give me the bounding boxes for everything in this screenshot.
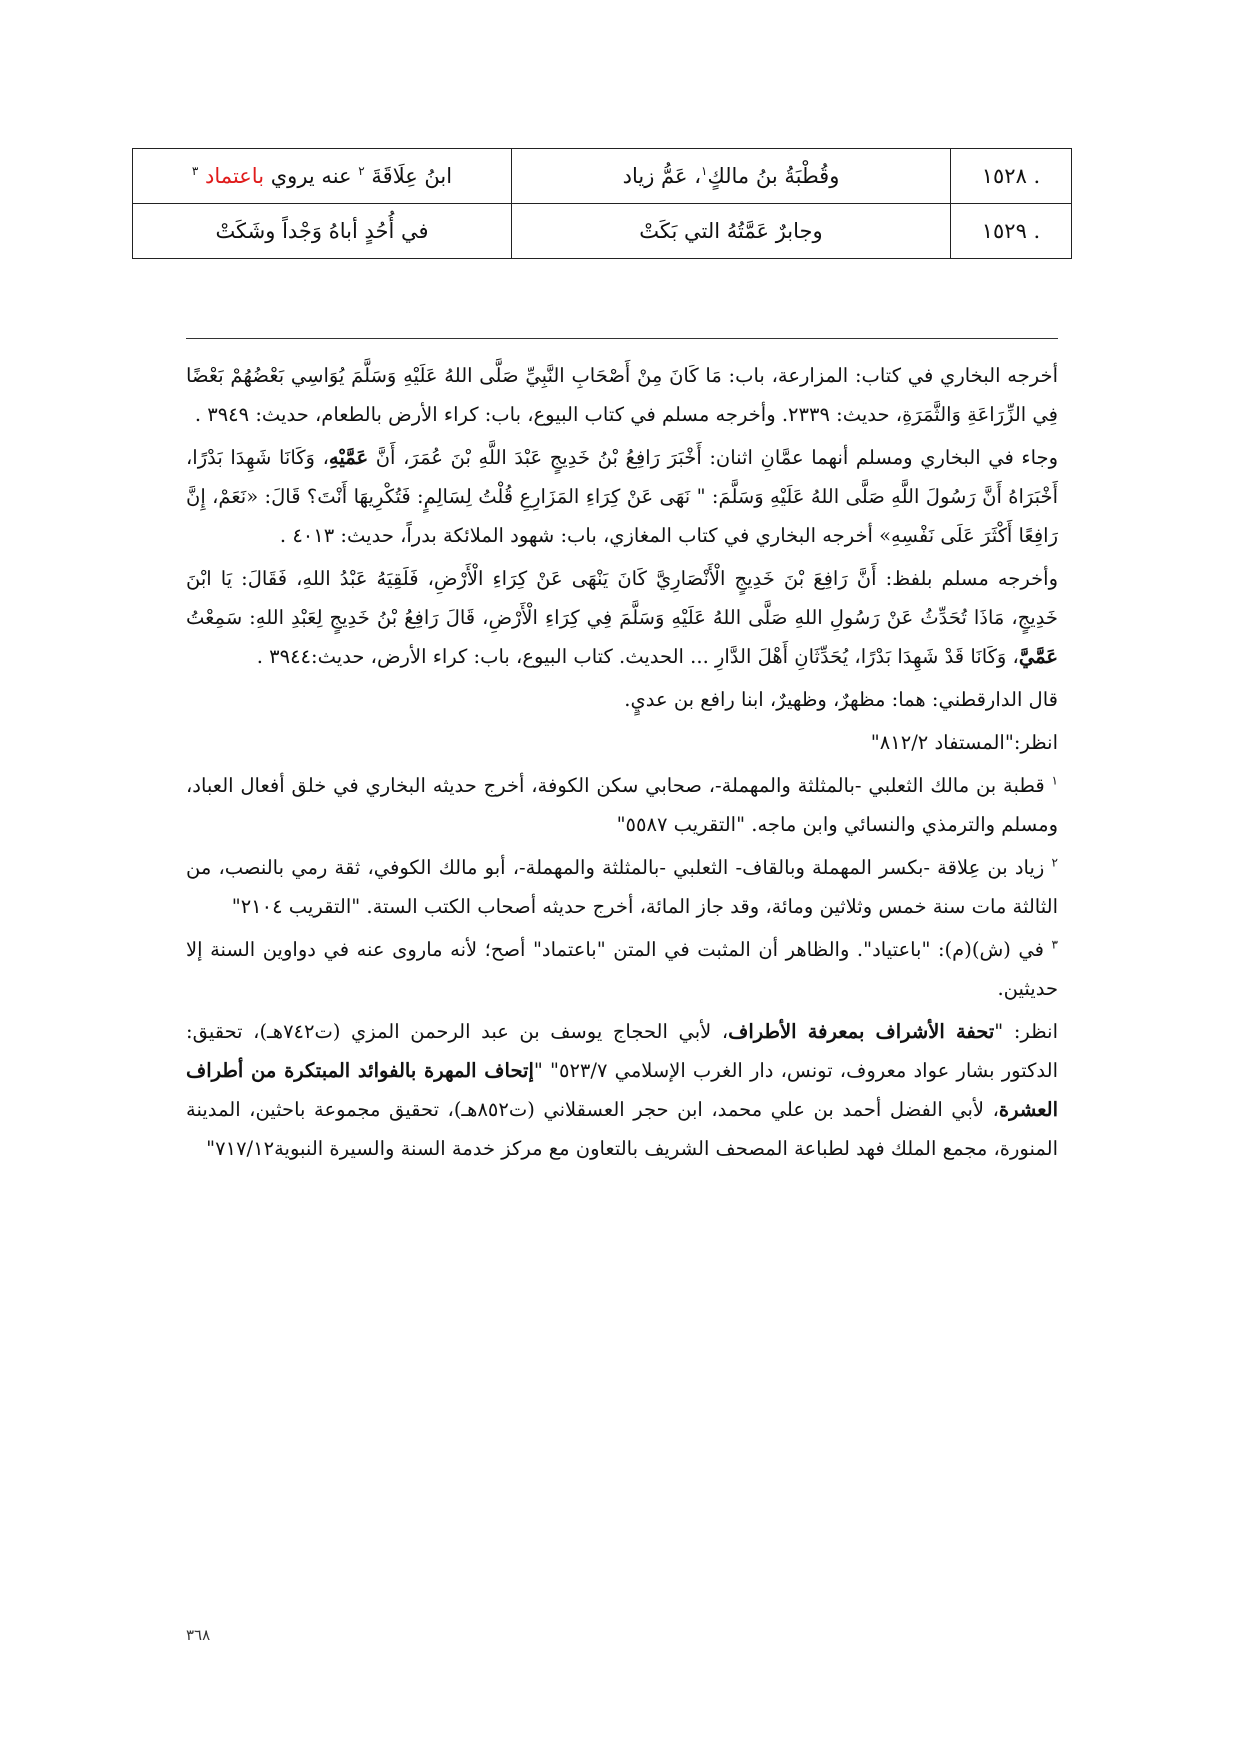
footnote-2: $^٢$ زياد بن عِلاقة -بكسر المهملة وبالقاف- الثعلبي -بالمثلثة والمهملة-، أبو مالك الكوفي، ثقة رمي بالنصب، من الثالثة مات سنة خمس وثلاثين ومائة، وقد جاز المائة، أخرج حديثه أصحاب الكتب الستة. "التقريب ٢١٠٤" [186, 855, 1058, 918]
note-paragraph: وأخرجه مسلم بلفظ: أَنَّ رَافِعَ بْنَ خَدِيجٍ الْأَنْصَارِيَّ كَانَ يَنْهَى عَنْ كِرَاءِ الْأَرْضِ، فَلَقِيَهُ عَبْدُ اللهِ، فَقَالَ: يَا ابْنَ خَدِيجٍ، مَاذَا تُحَدِّثُ عَنْ رَسُولِ اللهِ صَلَّى اللهُ عَلَيْهِ وَسَلَّمَ فِي كِرَاءِ الْأَرْضِ، قَالَ رَافِعُ بْنُ خَدِيجٍ لِعَبْدِ اللهِ: سَمِعْتُ عَمَّيَّ، وَكَانَا قَدْ شَهِدَا بَدْرًا، يُحَدِّثَانِ أَهْلَ الدَّارِ ... الحديث. كتاب البيوع، باب: كراء الأرض، حديث:٣٩٤٤ . [186, 567, 1058, 668]
second-hemistich: في أُحُدٍ أباهُ وَجْداً وشَكَتْ [133, 204, 512, 259]
note-paragraph: أخرجه البخاري في كتاب: المزارعة، باب: مَا كَانَ مِنْ أَصْحَابِ النَّبِيِّ صَلَّى اللهُ عَلَيْهِ وَسَلَّمَ يُوَاسِي بَعْضُهُمْ بَعْضًا فِي الزِّرَاعَةِ وَالثَّمَرَةِ، حديث: ٢٣٣٩. وأخرجه مسلم في كتاب البيوع، باب: كراء الأرض بالطعام، حديث: ٣٩٤٩ . [186, 364, 1058, 426]
footnotes [186, 356, 1058, 1172]
verse-row [133, 204, 1072, 259]
highlighted-word: باعتماد [205, 164, 265, 188]
note-paragraph: وجاء في البخاري ومسلم أنهما عمَّانِ اثنان: أَخْبَرَ رَافِعُ بْنُ خَدِيجٍ عَبْدَ اللَّهِ بْنَ عُمَرَ، أَنَّ عَمَّيْهِ، وَكَانَا شَهِدَا بَدْرًا، أَخْبَرَاهُ أَنَّ رَسُولَ اللَّهِ صَلَّى اللهُ عَلَيْهِ وَسَلَّمَ: " نَهَى عَنْ كِرَاءِ المَزَارِعِ قُلْتُ لِسَالِمٍ: فَتُكْرِيهَا أَنْتَ؟ قَالَ: «نَعَمْ، إِنَّ رَافِعًا أَكْثَرَ عَلَى نَفْسِهِ» أخرجه البخاري في كتاب المغازي، باب: شهود الملائكة بدراً، حديث: ٤٠١٣ . [186, 446, 1059, 547]
verse-table [132, 148, 1072, 259]
verse-row [133, 149, 1072, 204]
verse-number: ١٥٢٩ . [951, 204, 1072, 259]
first-hemistich: وجابرٌ عَمَّتُهُ التي بَكَتْ [512, 204, 951, 259]
footnote-separator [186, 338, 1058, 339]
footnote-3: $^٣$ في (ش)(م): "باعتياد". والظاهر أن المثبت في المتن "باعتماد" أصح؛ لأنه ماروى عنه في دواوين السنة إلا حديثين. [186, 937, 1058, 1000]
note-paragraph: انظر:"المستفاد ٨١٢/٢" [870, 731, 1058, 754]
second-hemistich: ابنُ عِلَاقَةَ $^٢$ عنه يروي باعتماد $^٣$ [133, 149, 512, 204]
footnote-1: $^١$ قطبة بن مالك الثعلبي -بالمثلثة والمهملة-، صحابي سكن الكوفة، أخرج حديثه البخاري في خلق أفعال العباد، ومسلم والترمذي والنسائي وابن ماجه. "التقريب ٥٥٨٧" [186, 773, 1058, 836]
footnote-ref[interactable]: ٣ [191, 164, 199, 178]
verse-number: ١٥٢٨ . [951, 149, 1072, 204]
footnote-ref[interactable]: ٢ [358, 164, 365, 178]
footnote-ref[interactable]: ١ [700, 164, 708, 178]
note-paragraph: قال الدارقطني: هما: مظهرٌ، وظهيرٌ، ابنا رافع بن عديٍ. [624, 688, 1058, 711]
note-paragraph: انظر: "تحفة الأشراف بمعرفة الأطراف، لأبي الحجاج يوسف بن عبد الرحمن المزي (ت٧٤٢هـ)، تحقيق: الدكتور بشار عواد معروف، تونس، دار الغرب الإسلامي ٥٢٣/٧" "إتحاف المهرة بالفوائد المبتكرة من أطراف العشرة، لأبي الفضل أحمد بن علي محمد، ابن حجر العسقلاني (ت٨٥٢هـ)، تحقيق مجموعة باحثين، المدينة المنورة، مجمع الملك فهد لطباعة المصحف الشريف بالتعاون مع مركز خدمة السنة والسيرة النبوية٧١٧/١٢" [186, 1020, 1059, 1160]
page-number: ٣٦٨ [186, 1626, 211, 1644]
first-hemistich: وقُطْبَةُ بنُ مالكٍ$^١$، عَمُّ زياد [512, 149, 951, 204]
